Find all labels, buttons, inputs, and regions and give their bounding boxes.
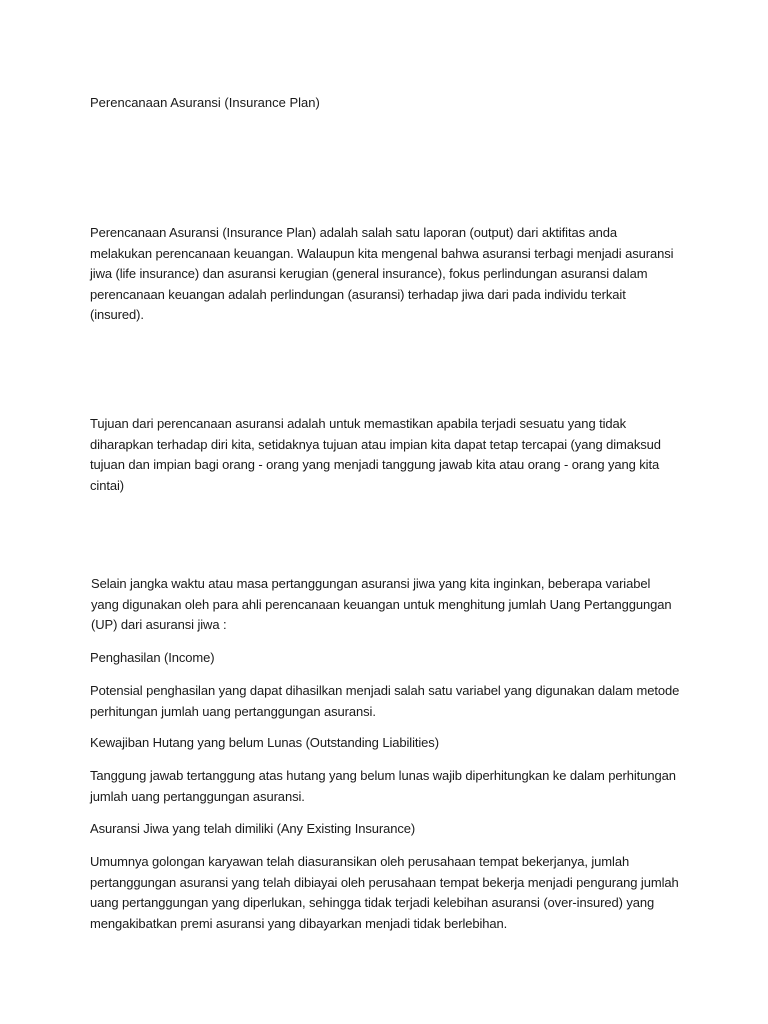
paragraph-liabilities: Tanggung jawab tertanggung atas hutang yang belum lunas wajib diperhitungkan ke dalam perhitungan jumlah uang pertanggungan asuransi. [90, 768, 676, 804]
document-title: Perencanaan Asuransi (Insurance Plan) [90, 95, 320, 110]
paragraph-income: Potensial penghasilan yang dapat dihasilkan menjadi salah satu variabel yang digunakan dalam metode perhitungan jumlah uang pertanggungan asuransi. [90, 683, 680, 719]
paragraph-existing-insurance: Umumnya golongan karyawan telah diasuransikan oleh perusahaan tempat bekerjanya, jumlah pertanggungan asuransi yang telah dibiayai oleh perusahaan tempat bekerja menjadi pengurang jumlah uang pertanggungan yang diperlukan, sehingga tidak terjadi kelebihan asuransi (over-insured) yang mengakibatkan premi asuransi yang dibayarkan menjadi tidak berlebihan. [90, 854, 679, 931]
heading-liabilities: Kewajiban Hutang yang belum Lunas (Outstanding Liabilities) [90, 735, 439, 750]
paragraph-insurance-plan: Perencanaan Asuransi (Insurance Plan) adalah salah satu laporan (output) dari aktifitas anda melakukan perencanaan keuangan. Walaupun kita mengenal bahwa asuransi terbagi menjadi asuransi jiwa (life insurance) dan asuransi kerugian (general insurance), fokus perlindungan asuransi dalam perencanaan keuangan adalah perlindungan (asuransi) terhadap jiwa dari pada individu terkait (insured). [90, 225, 674, 322]
paragraph-variables-intro: Selain jangka waktu atau masa pertanggungan asuransi jiwa yang kita inginkan, beberapa variabel yang digunakan oleh para ahli perencanaan keuangan untuk menghitung jumlah Uang Pertanggungan (UP) dari asuransi jiwa : [91, 576, 672, 632]
heading-income: Penghasilan (Income) [90, 650, 215, 665]
heading-existing-insurance: Asuransi Jiwa yang telah dimiliki (Any Existing Insurance) [90, 821, 416, 836]
paragraph-purpose: Tujuan dari perencanaan asuransi adalah untuk memastikan apabila terjadi sesuatu yang tidak diharapkan terhadap diri kita, setidaknya tujuan atau impian kita dapat tetap tercapai (yang dimaksud tujuan dan impian bagi orang - orang yang menjadi tanggung jawab kita atau orang - orang yang kita cintai) [90, 416, 661, 493]
